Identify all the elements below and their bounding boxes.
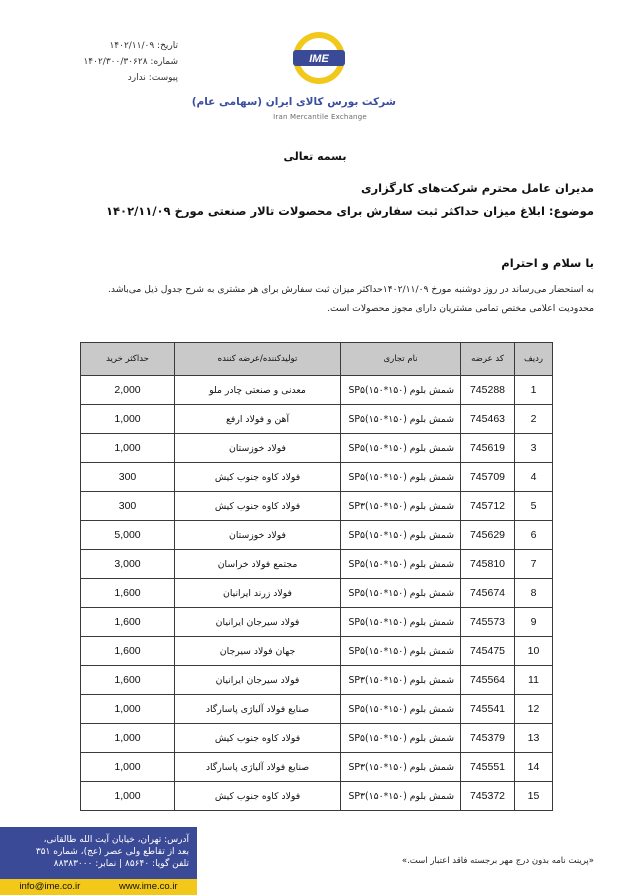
cell-trade-name: شمش بلوم (۱۵۰*۱۵۰)SP۳ [341, 753, 461, 782]
header-row-number: ردیف [515, 343, 553, 376]
header-max-purchase: حداکثر خرید [81, 343, 175, 376]
cell-row-number: 14 [515, 753, 553, 782]
cell-offer-code: 745619 [461, 434, 515, 463]
table-row [81, 579, 553, 608]
table-row [81, 405, 553, 434]
footer-address-line: آدرس: تهران، خیابان آیت الله طالقانی، [43, 835, 189, 845]
cell-max-purchase: 300 [81, 492, 175, 521]
table-row [81, 492, 553, 521]
footer-website: www.ime.co.ir [119, 881, 178, 892]
cell-max-purchase: 1,000 [81, 405, 175, 434]
cell-offer-code: 745541 [461, 695, 515, 724]
letter-number: شماره: ۱۴۰۲/۳۰۰/۳۰۶۲۸ [83, 57, 178, 67]
footer-note: «پرینت نامه بدون درج مهر برجسته فاقد اعتبار است.» [401, 856, 594, 866]
table-row [81, 695, 553, 724]
cell-producer: فولاد زرند ایرانیان [175, 579, 341, 608]
cell-trade-name: شمش بلوم (۱۵۰*۱۵۰)SP۵ [341, 376, 461, 405]
table-row [81, 666, 553, 695]
header-offer-code: کد عرضه [461, 343, 515, 376]
cell-row-number: 2 [515, 405, 553, 434]
cell-producer: آهن و فولاد ارفع [175, 405, 341, 434]
cell-offer-code: 745709 [461, 463, 515, 492]
footer-phone: تلفن گویا: ۸۵۶۴۰ | نمابر: ۸۸۳۸۳۰۰۰ [53, 859, 189, 869]
letter-subject: موضوع: ابلاغ میزان حداکثر ثبت سفارش برای محصولات تالار صنعتی مورخ ۱۴۰۲/۱۱/۰۹ [106, 204, 594, 218]
cell-trade-name: شمش بلوم (۱۵۰*۱۵۰)SP۵ [341, 637, 461, 666]
letter-meta [58, 38, 178, 86]
cell-trade-name: شمش بلوم (۱۵۰*۱۵۰)SP۵ [341, 579, 461, 608]
table-row [81, 608, 553, 637]
cell-row-number: 6 [515, 521, 553, 550]
cell-max-purchase: 3,000 [81, 550, 175, 579]
footer-address-line: بعد از تقاطع ولی عصر (عج)، شماره ۳۵۱ [35, 847, 189, 857]
ime-logo-icon [282, 30, 356, 86]
table-row [81, 434, 553, 463]
cell-trade-name: شمش بلوم (۱۵۰*۱۵۰)SP۵ [341, 550, 461, 579]
cell-trade-name: شمش بلوم (۱۵۰*۱۵۰)SP۵ [341, 695, 461, 724]
cell-max-purchase: 1,000 [81, 434, 175, 463]
cell-offer-code: 745712 [461, 492, 515, 521]
cell-producer: مجتمع فولاد خراسان [175, 550, 341, 579]
cell-trade-name: شمش بلوم (۱۵۰*۱۵۰)SP۳ [341, 666, 461, 695]
cell-max-purchase: 1,000 [81, 695, 175, 724]
cell-trade-name: شمش بلوم (۱۵۰*۱۵۰)SP۵ [341, 608, 461, 637]
table-row [81, 550, 553, 579]
table-row [81, 782, 553, 811]
cell-producer: فولاد کاوه جنوب کیش [175, 492, 341, 521]
cell-offer-code: 745810 [461, 550, 515, 579]
order-limit-table [80, 342, 553, 811]
cell-producer: فولاد کاوه جنوب کیش [175, 463, 341, 492]
cell-producer: فولاد کاوه جنوب کیش [175, 724, 341, 753]
cell-offer-code: 745372 [461, 782, 515, 811]
cell-row-number: 12 [515, 695, 553, 724]
cell-row-number: 8 [515, 579, 553, 608]
cell-max-purchase: 2,000 [81, 376, 175, 405]
cell-offer-code: 745463 [461, 405, 515, 434]
cell-max-purchase: 1,600 [81, 608, 175, 637]
cell-row-number: 4 [515, 463, 553, 492]
cell-row-number: 7 [515, 550, 553, 579]
table-row [81, 724, 553, 753]
cell-row-number: 15 [515, 782, 553, 811]
letter-body [22, 280, 594, 318]
cell-producer: صنایع فولاد آلیاژی پاسارگاد [175, 695, 341, 724]
letter-attachment: پیوست: ندارد [127, 73, 178, 83]
brand-name-fa: شرکت بورس کالای ایران (سهامی عام) [191, 96, 396, 108]
cell-row-number: 10 [515, 637, 553, 666]
cell-producer: فولاد سیرجان ایرانیان [175, 608, 341, 637]
cell-max-purchase: 1,600 [81, 579, 175, 608]
cell-row-number: 3 [515, 434, 553, 463]
table-row [81, 637, 553, 666]
letter-body-line: محدودیت اعلامی مختص تمامی مشتریان دارای مجوز محصولات است. [327, 303, 594, 314]
cell-trade-name: شمش بلوم (۱۵۰*۱۵۰)SP۵ [341, 405, 461, 434]
cell-max-purchase: 1,000 [81, 782, 175, 811]
cell-offer-code: 745564 [461, 666, 515, 695]
letter-greeting: با سلام و احترام [501, 256, 594, 270]
cell-producer: جهان فولاد سیرجان [175, 637, 341, 666]
cell-trade-name: شمش بلوم (۱۵۰*۱۵۰)SP۵ [341, 724, 461, 753]
cell-trade-name: شمش بلوم (۱۵۰*۱۵۰)SP۵ [341, 434, 461, 463]
letter-date: تاریخ: ۱۴۰۲/۱۱/۰۹ [109, 41, 178, 51]
cell-producer: فولاد کاوه جنوب کیش [175, 782, 341, 811]
cell-offer-code: 745674 [461, 579, 515, 608]
cell-offer-code: 745551 [461, 753, 515, 782]
cell-offer-code: 745475 [461, 637, 515, 666]
cell-producer: فولاد خوزستان [175, 434, 341, 463]
header-trade-name: نام تجاری [341, 343, 461, 376]
table-body [81, 376, 553, 811]
footer-email: info@ime.co.ir [19, 881, 81, 892]
table-row [81, 463, 553, 492]
table-header-row [81, 343, 553, 376]
cell-trade-name: شمش بلوم (۱۵۰*۱۵۰)SP۵ [341, 463, 461, 492]
cell-row-number: 5 [515, 492, 553, 521]
cell-trade-name: شمش بلوم (۱۵۰*۱۵۰)SP۳ [341, 492, 461, 521]
cell-row-number: 13 [515, 724, 553, 753]
cell-row-number: 11 [515, 666, 553, 695]
cell-offer-code: 745629 [461, 521, 515, 550]
cell-offer-code: 745288 [461, 376, 515, 405]
cell-trade-name: شمش بلوم (۱۵۰*۱۵۰)SP۳ [341, 782, 461, 811]
cell-offer-code: 745573 [461, 608, 515, 637]
cell-producer: فولاد خوزستان [175, 521, 341, 550]
bismillah: بسمه تعالی [283, 150, 347, 163]
ime-logo-text: IME [309, 53, 329, 65]
cell-producer: فولاد سیرجان ایرانیان [175, 666, 341, 695]
footer-links [0, 879, 197, 895]
letter-recipient: مدیران عامل محترم شرکت‌های کارگزاری [361, 181, 594, 195]
cell-max-purchase: 5,000 [81, 521, 175, 550]
table-row [81, 521, 553, 550]
letter-body-line: به استحضار می‌رساند در روز دوشنبه مورخ ۱۴۰۲/۱۱/۰۹حداکثر میزان ثبت سفارش برای هر مشتری به شرح جدول ذیل می‌باشد. [107, 284, 594, 295]
cell-max-purchase: 1,600 [81, 637, 175, 666]
cell-row-number: 1 [515, 376, 553, 405]
cell-trade-name: شمش بلوم (۱۵۰*۱۵۰)SP۵ [341, 521, 461, 550]
brand-name-en: Iran Mercantile Exchange [273, 113, 367, 121]
cell-row-number: 9 [515, 608, 553, 637]
cell-max-purchase: 300 [81, 463, 175, 492]
table-row [81, 376, 553, 405]
footer-contact-box [0, 827, 197, 895]
cell-max-purchase: 1,600 [81, 666, 175, 695]
cell-producer: معدنی و صنعتی چادر ملو [175, 376, 341, 405]
cell-max-purchase: 1,000 [81, 753, 175, 782]
cell-offer-code: 745379 [461, 724, 515, 753]
header-producer: تولیدکننده/عرضه کننده [175, 343, 341, 376]
cell-max-purchase: 1,000 [81, 724, 175, 753]
cell-producer: صنایع فولاد آلیاژی پاسارگاد [175, 753, 341, 782]
table-row [81, 753, 553, 782]
